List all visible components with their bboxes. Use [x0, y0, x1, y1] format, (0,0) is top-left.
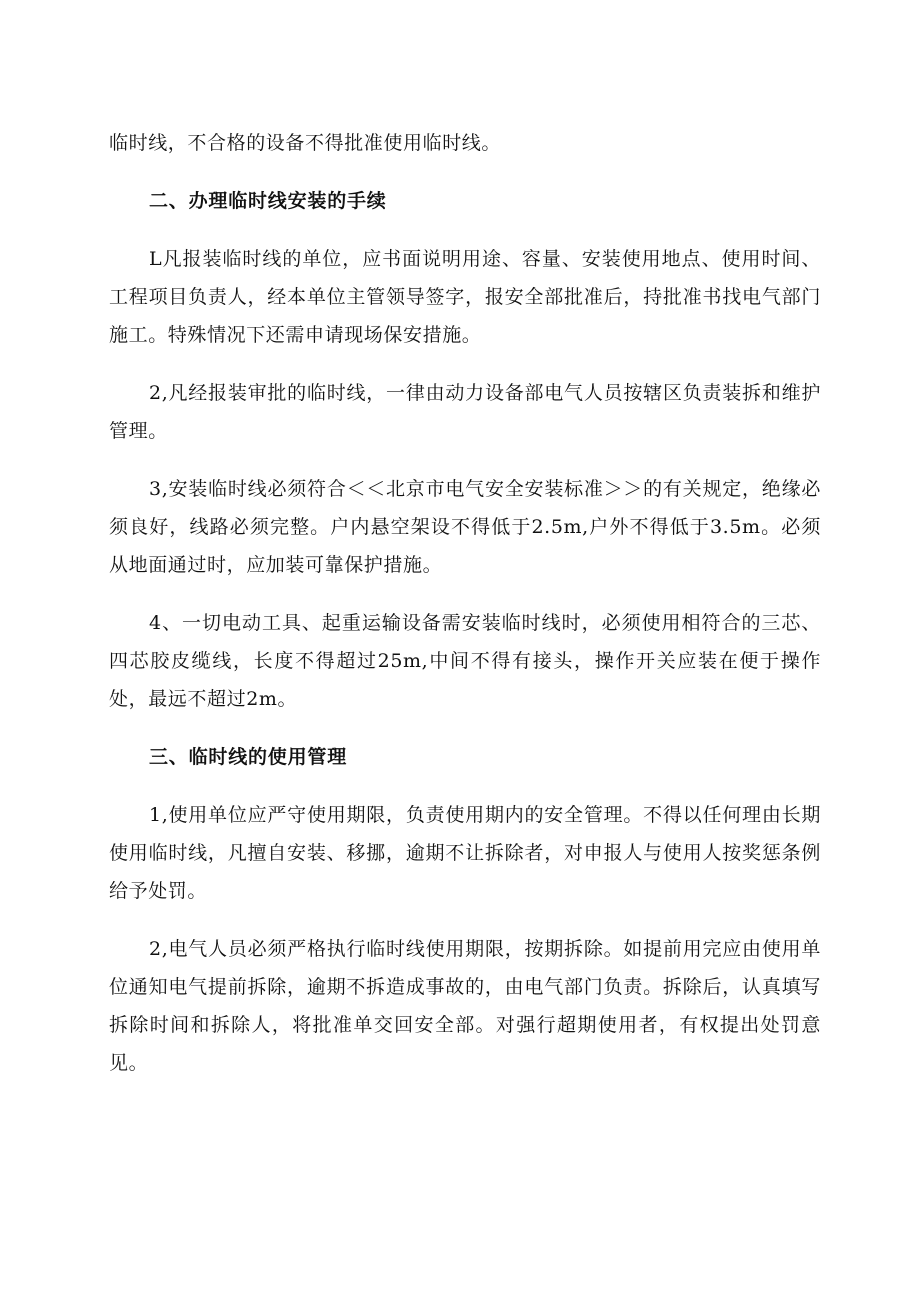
section-3-item-1: 1,使用单位应严守使用期限，负责使用期内的安全管理。不得以任何理由长期使用临时线，凡擅自安装、移挪，逾期不让拆除者，对申报人与使用人按奖惩条例给予处罚。 — [109, 804, 821, 902]
section-3-heading: 三、临时线的使用管理 — [149, 746, 348, 768]
document-body — [109, 124, 821, 1082]
section-2-item-3: 3,安装临时线必须符合＜＜北京市电气安全安装标准＞＞的有关规定，绝缘必须良好，线路必须完整。户内悬空架设不得低于2.5m,户外不得低于3.5m。必须从地面通过时，应加装可靠保护措施。 — [109, 478, 821, 576]
section-2-heading: 二、办理临时线安装的手续 — [149, 190, 387, 212]
section-2-item-2: 2,凡经报装审批的临时线，一律由动力设备部电气人员按辖区负责装拆和维护管理。 — [109, 382, 821, 442]
section-2-item-1: L凡报装临时线的单位，应书面说明用途、容量、安装使用地点、使用时间、工程项目负责人，经本单位主管领导签字，报安全部批准后，持批准书找电气部门施工。特殊情况下还需申请现场保安措施。 — [109, 248, 821, 346]
intro-paragraph-tail: 临时线，不合格的设备不得批准使用临时线。 — [109, 132, 502, 154]
section-3-item-2: 2,电气人员必须严格执行临时线使用期限，按期拆除。如提前用完应由使用单位通知电气提前拆除，逾期不拆造成事故的，由电气部门负责。拆除后，认真填写拆除时间和拆除人，将批准单交回安全部。对强行超期使用者，有权提出处罚意见。 — [109, 938, 821, 1074]
section-2-item-4: 4、一切电动工具、起重运输设备需安装临时线时，必须使用相符合的三芯、四芯胶皮缆线，长度不得超过25m,中间不得有接头，操作开关应装在便于操作处，最远不超过2m。 — [109, 612, 821, 710]
